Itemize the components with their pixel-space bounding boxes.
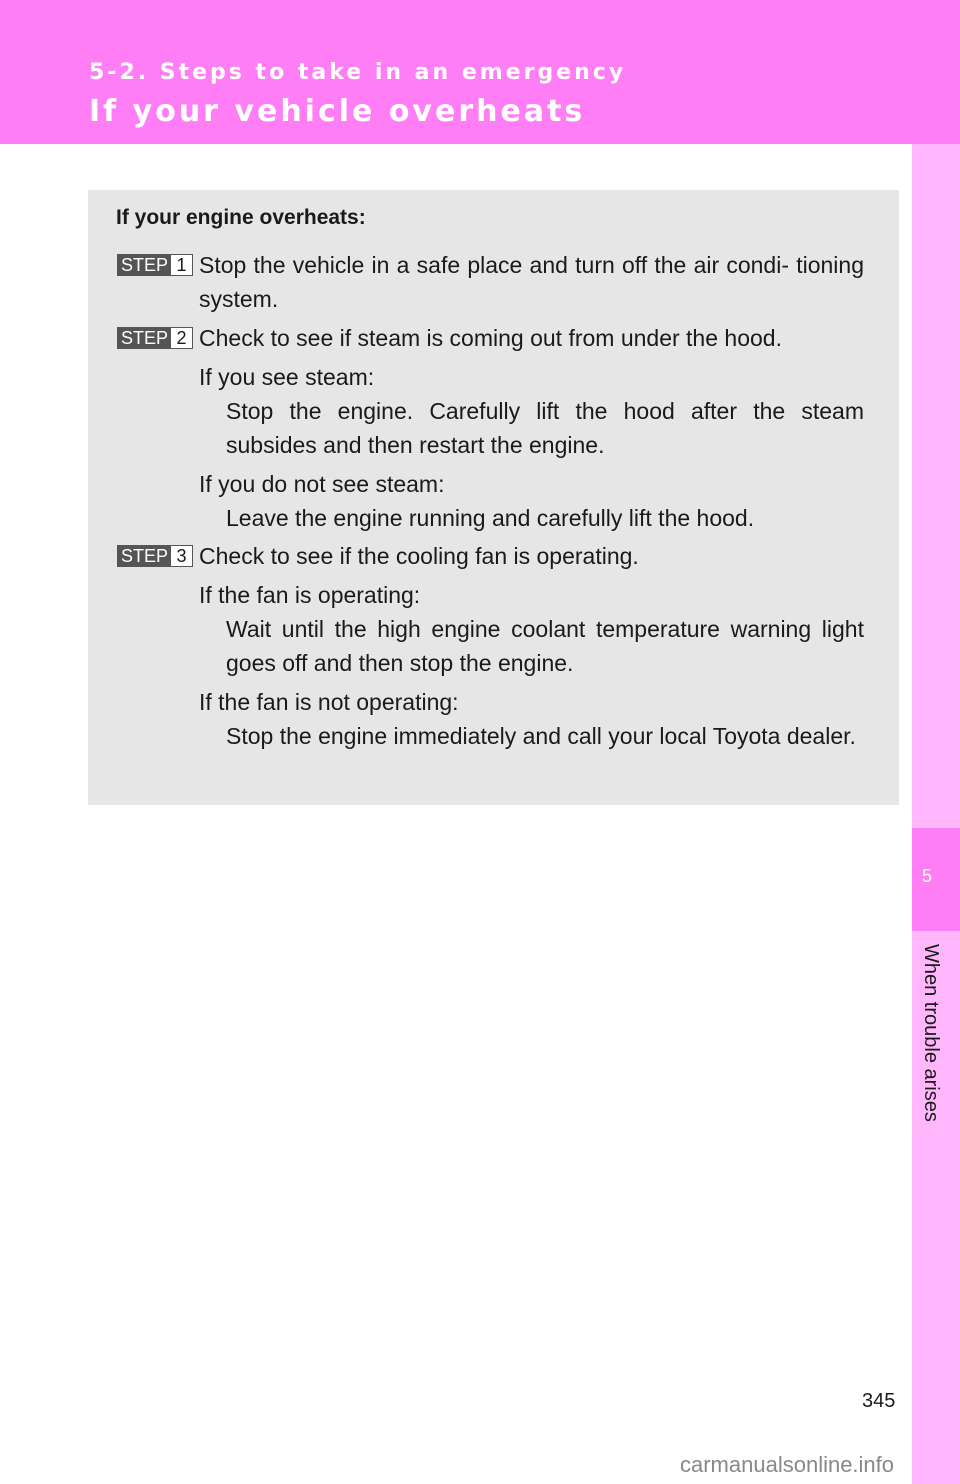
step-label: STEP xyxy=(117,545,171,567)
section-heading: 5-2. Steps to take in an emergency xyxy=(89,60,627,85)
procedure-title: If your engine overheats: xyxy=(116,206,366,229)
step-badge-1 xyxy=(117,254,193,276)
chapter-tab[interactable] xyxy=(912,828,960,931)
step-2-action-1: Stop the engine. Carefully lift the hood after the steam subsides and then restart the engine. xyxy=(226,398,864,458)
step-3-condition-2: If the fan is not operating: xyxy=(199,689,459,715)
step-3-text: Check to see if the cooling fan is operating. xyxy=(199,543,639,569)
step-3-action-2: Stop the engine immediately and call your local Toyota dealer. xyxy=(226,723,856,749)
step-2-action-2: Leave the engine running and carefully lift the hood. xyxy=(226,505,755,531)
step-badge-3 xyxy=(117,545,193,567)
step-badge-2 xyxy=(117,327,193,349)
side-strip xyxy=(912,144,960,1484)
step-2-text: Check to see if steam is coming out from under the hood. xyxy=(199,325,782,351)
page-number: 345 xyxy=(862,1390,896,1412)
chapter-label: When trouble arises xyxy=(920,944,942,1122)
step-1-text: Stop the vehicle in a safe place and turn off the air condi- tioning system. xyxy=(199,252,864,312)
step-number: 2 xyxy=(171,327,193,349)
step-3-condition-1: If the fan is operating: xyxy=(199,582,421,608)
page-title: If your vehicle overheats xyxy=(89,94,586,129)
step-label: STEP xyxy=(117,327,171,349)
step-number: 3 xyxy=(171,545,193,567)
chapter-number: 5 xyxy=(921,866,932,886)
step-3-action-1: Wait until the high engine coolant temperature warning light goes off and then stop the engine. xyxy=(226,616,864,676)
watermark: carmanualsonline.info xyxy=(680,1452,895,1477)
page-header xyxy=(0,0,960,144)
step-2-condition-2: If you do not see steam: xyxy=(199,471,445,497)
step-number: 1 xyxy=(171,254,193,276)
step-label: STEP xyxy=(117,254,171,276)
step-2-condition-1: If you see steam: xyxy=(199,364,375,390)
